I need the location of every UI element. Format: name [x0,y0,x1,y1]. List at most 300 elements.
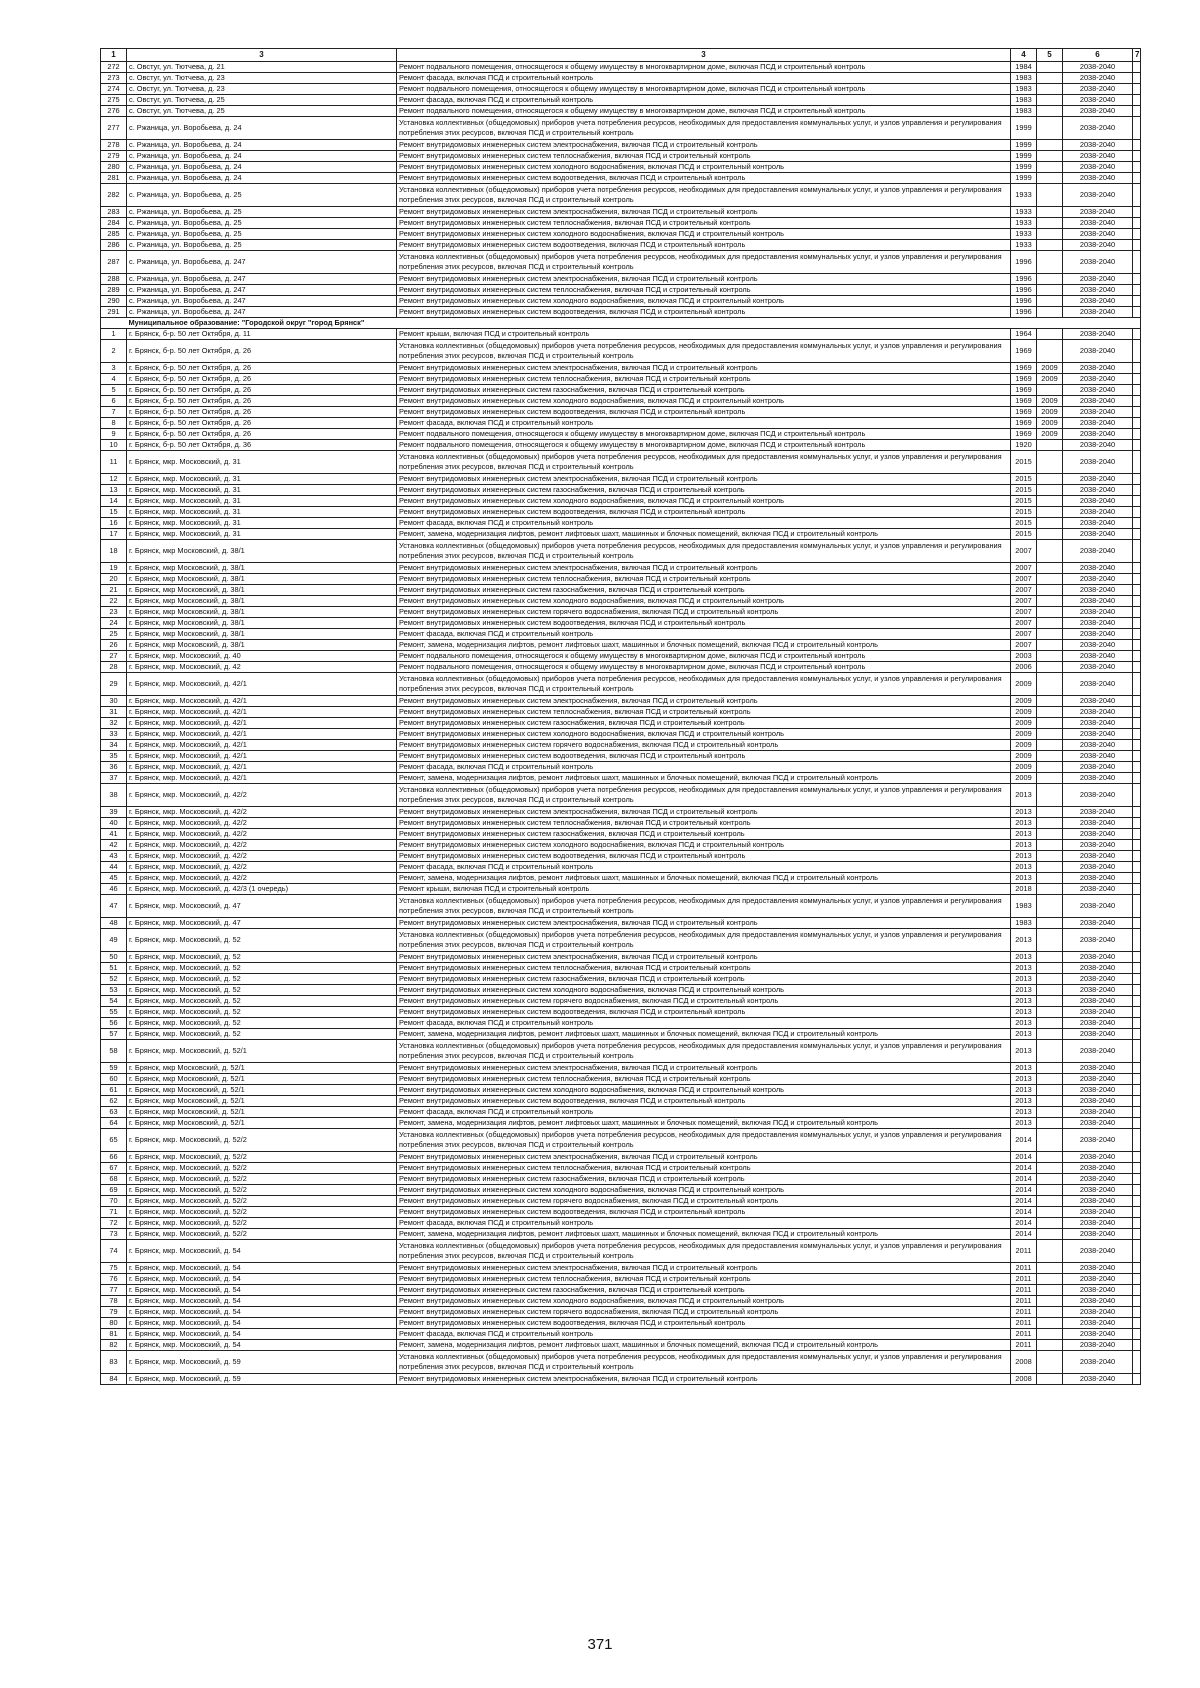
planned-period-cell: 2038-2040 [1063,996,1133,1007]
table-row [101,1040,1141,1063]
year-built-cell: 2007 [1011,540,1037,563]
planned-period-cell: 2038-2040 [1063,829,1133,840]
work-type-cell: Ремонт внутридомовых инженерных систем электроснабжения, включая ПСД и строительный контроль [397,274,1011,285]
blank-cell [1133,396,1141,407]
blank-cell [1133,640,1141,651]
year-last-repair-cell [1037,1018,1063,1029]
planned-period-cell: 2038-2040 [1063,95,1133,106]
year-last-repair-cell [1037,540,1063,563]
address-cell: г. Брянск, мкр. Московский, д. 31 [127,529,397,540]
blank-cell [1133,84,1141,95]
table-row [101,1218,1141,1229]
work-type-cell: Ремонт подвального помещения, относящегося к общему имуществу в многоквартирном доме, включая ПСД и строительный контроль [397,440,1011,451]
planned-period-cell: 2038-2040 [1063,985,1133,996]
table-row [101,784,1141,807]
blank-cell [1133,1085,1141,1096]
work-type-cell: Установка коллективных (общедомовых) приборов учета потребления ресурсов, необходимых для предоставления коммунальных услуг, и узлов управления и регулирования потребления этих ресурсов, включая ПСД и строительный контроль [397,451,1011,474]
planned-period-cell: 2038-2040 [1063,707,1133,718]
table-row [101,1018,1141,1029]
address-cell: г. Брянск, мкр. Московский, д. 42/2 [127,873,397,884]
work-type-cell: Ремонт внутридомовых инженерных систем электроснабжения, включая ПСД и строительный контроль [397,1374,1011,1385]
work-type-cell: Ремонт внутридомовых инженерных систем водоотведения, включая ПСД и строительный контроль [397,1207,1011,1218]
work-type-cell: Установка коллективных (общедомовых) приборов учета потребления ресурсов, необходимых для предоставления коммунальных услуг, и узлов управления и регулирования потребления этих ресурсов, включая ПСД и строительный контроль [397,895,1011,918]
planned-period-cell: 2038-2040 [1063,1285,1133,1296]
blank-cell [1133,1263,1141,1274]
year-built-cell: 1999 [1011,151,1037,162]
blank-cell [1133,1329,1141,1340]
year-built-cell: 2007 [1011,585,1037,596]
year-last-repair-cell [1037,62,1063,73]
planned-period-cell: 2038-2040 [1063,374,1133,385]
address-cell: г. Брянск, мкр. Московский, д. 42/1 [127,740,397,751]
planned-period-cell: 2038-2040 [1063,762,1133,773]
year-built-cell: 2015 [1011,529,1037,540]
row-number: 56 [101,1018,127,1029]
blank-cell [1133,884,1141,895]
blank-cell [1133,1185,1141,1196]
work-type-cell: Установка коллективных (общедомовых) приборов учета потребления ресурсов, необходимых для предоставления коммунальных услуг, и узлов управления и регулирования потребления этих ресурсов, включая ПСД и строительный контроль [397,1351,1011,1374]
address-cell: г. Брянск, мкр. Московский, д. 59 [127,1351,397,1374]
blank-cell [1133,95,1141,106]
planned-period-cell: 2038-2040 [1063,151,1133,162]
table-row [101,618,1141,629]
planned-period-cell: 2038-2040 [1063,1118,1133,1129]
year-last-repair-cell [1037,618,1063,629]
blank-cell [1133,162,1141,173]
work-type-cell: Ремонт, замена, модернизация лифтов, ремонт лифтовых шахт, машинных и блочных помещений, включая ПСД и строительный контроль [397,1029,1011,1040]
year-built-cell: 2007 [1011,596,1037,607]
address-cell: г. Брянск, мкр. Московский, д. 52/2 [127,1207,397,1218]
table-row [101,1307,1141,1318]
work-type-cell: Ремонт, замена, модернизация лифтов, ремонт лифтовых шахт, машинных и блочных помещений, включая ПСД и строительный контроль [397,1340,1011,1351]
address-cell: г. Брянск, мкр Московский, д. 52/1 [127,1085,397,1096]
planned-period-cell: 2038-2040 [1063,162,1133,173]
blank-cell [1133,929,1141,952]
year-last-repair-cell [1037,773,1063,784]
address-cell: г. Брянск, б-р. 50 лет Октября, д. 26 [127,340,397,363]
address-cell: г. Брянск, мкр. Московский, д. 42/2 [127,807,397,818]
year-built-cell: 1969 [1011,385,1037,396]
blank-cell [1133,574,1141,585]
blank-cell [1133,851,1141,862]
table-row [101,1296,1141,1307]
blank-cell [1133,540,1141,563]
row-number: 275 [101,95,127,106]
blank-cell [1133,862,1141,873]
blank-cell [1133,1307,1141,1318]
work-type-cell: Ремонт внутридомовых инженерных систем горячего водоснабжения, включая ПСД и строительный контроль [397,996,1011,1007]
table-row [101,340,1141,363]
year-built-cell: 2009 [1011,718,1037,729]
year-last-repair-cell [1037,963,1063,974]
row-number: 273 [101,73,127,84]
address-cell: г. Брянск, мкр. Московский, д. 52 [127,1007,397,1018]
year-last-repair-cell [1037,707,1063,718]
address-cell: г. Брянск, мкр. Московский, д. 52/2 [127,1152,397,1163]
work-type-cell: Ремонт внутридомовых инженерных систем водоотведения, включая ПСД и строительный контроль [397,240,1011,251]
year-built-cell: 2014 [1011,1196,1037,1207]
address-cell: г. Брянск, мкр. Московский, д. 31 [127,451,397,474]
work-type-cell: Ремонт внутридомовых инженерных систем холодного водоснабжения, включая ПСД и строительный контроль [397,396,1011,407]
table-row [101,474,1141,485]
address-cell: г. Брянск, мкр. Московский, д. 40 [127,651,397,662]
year-built-cell: 2014 [1011,1129,1037,1152]
work-type-cell: Ремонт внутридомовых инженерных систем водоотведения, включая ПСД и строительный контроль [397,407,1011,418]
header-cell: 6 [1063,49,1133,62]
table-row [101,429,1141,440]
blank-cell [1133,62,1141,73]
row-number: 38 [101,784,127,807]
planned-period-cell: 2038-2040 [1063,607,1133,618]
year-built-cell: 2011 [1011,1307,1037,1318]
blank-cell [1133,1196,1141,1207]
year-last-repair-cell [1037,1229,1063,1240]
year-last-repair-cell [1037,240,1063,251]
address-cell: г. Брянск, мкр. Московский, д. 52 [127,1029,397,1040]
year-last-repair-cell [1037,1351,1063,1374]
row-number: 8 [101,418,127,429]
table-row [101,1340,1141,1351]
row-number: 35 [101,751,127,762]
blank-cell [1133,440,1141,451]
planned-period-cell: 2038-2040 [1063,1374,1133,1385]
row-number: 59 [101,1063,127,1074]
table-row [101,963,1141,974]
blank-cell [1133,1018,1141,1029]
blank-cell [1133,707,1141,718]
blank-cell [1133,73,1141,84]
address-cell: г. Брянск, мкр Московский, д. 38/1 [127,607,397,618]
year-last-repair-cell [1037,718,1063,729]
address-cell: г. Брянск, мкр Московский, д. 38/1 [127,574,397,585]
year-last-repair-cell [1037,518,1063,529]
blank-cell [1133,1340,1141,1351]
address-cell: г. Брянск, мкр. Московский, д. 54 [127,1240,397,1263]
row-number: 282 [101,184,127,207]
year-last-repair-cell [1037,1174,1063,1185]
address-cell: с. Ржаница, ул. Воробьева, д. 24 [127,162,397,173]
year-last-repair-cell [1037,818,1063,829]
planned-period-cell: 2038-2040 [1063,718,1133,729]
table-row [101,1263,1141,1274]
address-cell: г. Брянск, мкр. Московский, д. 52 [127,963,397,974]
row-number: 53 [101,985,127,996]
work-type-cell: Ремонт фасада, включая ПСД и строительный контроль [397,518,1011,529]
address-cell: с. Ржаница, ул. Воробьева, д. 24 [127,151,397,162]
planned-period-cell: 2038-2040 [1063,529,1133,540]
row-number: 75 [101,1263,127,1274]
planned-period-cell: 2038-2040 [1063,1196,1133,1207]
work-type-cell: Установка коллективных (общедомовых) приборов учета потребления ресурсов, необходимых для предоставления коммунальных услуг, и узлов управления и регулирования потребления этих ресурсов, включая ПСД и строительный контроль [397,784,1011,807]
row-number: 82 [101,1340,127,1351]
address-cell: г. Брянск, мкр. Московский, д. 54 [127,1329,397,1340]
year-built-cell: 2013 [1011,1118,1037,1129]
planned-period-cell: 2038-2040 [1063,84,1133,95]
row-number: 29 [101,673,127,696]
planned-period-cell: 2038-2040 [1063,407,1133,418]
table-row [101,607,1141,618]
address-cell: г. Брянск, мкр. Московский, д. 42/2 [127,840,397,851]
row-number: 54 [101,996,127,1007]
row-number: 46 [101,884,127,895]
year-built-cell: 2008 [1011,1374,1037,1385]
year-built-cell: 2011 [1011,1263,1037,1274]
year-last-repair-cell [1037,307,1063,318]
table-row [101,1118,1141,1129]
planned-period-cell: 2038-2040 [1063,1207,1133,1218]
table-row [101,529,1141,540]
year-last-repair-cell [1037,1240,1063,1263]
planned-period-cell: 2038-2040 [1063,1085,1133,1096]
year-last-repair-cell [1037,173,1063,184]
planned-period-cell: 2038-2040 [1063,1263,1133,1274]
table-row [101,1129,1141,1152]
address-cell: г. Брянск, мкр. Московский, д. 42/2 [127,829,397,840]
address-cell: г. Брянск, мкр Московский, д. 52/1 [127,1074,397,1085]
address-cell: г. Брянск, мкр Московский, д. 52/1 [127,1107,397,1118]
table-row [101,895,1141,918]
row-number: 281 [101,173,127,184]
address-cell: г. Брянск, мкр. Московский, д. 42/2 [127,818,397,829]
row-number: 30 [101,696,127,707]
year-last-repair-cell [1037,218,1063,229]
table-row [101,507,1141,518]
work-type-cell: Ремонт, замена, модернизация лифтов, ремонт лифтовых шахт, машинных и блочных помещений, включая ПСД и строительный контроль [397,640,1011,651]
row-number: 55 [101,1007,127,1018]
row-number: 70 [101,1196,127,1207]
blank-cell [1133,173,1141,184]
planned-period-cell: 2038-2040 [1063,1307,1133,1318]
year-built-cell: 2013 [1011,784,1037,807]
blank-cell [1133,1229,1141,1240]
blank-cell [1133,529,1141,540]
blank-cell [1133,1040,1141,1063]
row-number: 67 [101,1163,127,1174]
work-type-cell: Ремонт внутридомовых инженерных систем газоснабжения, включая ПСД и строительный контроль [397,974,1011,985]
address-cell: г. Брянск, мкр Московский, д. 38/1 [127,596,397,607]
work-type-cell: Ремонт, замена, модернизация лифтов, ремонт лифтовых шахт, машинных и блочных помещений, включая ПСД и строительный контроль [397,873,1011,884]
year-built-cell: 1933 [1011,207,1037,218]
row-number: 289 [101,285,127,296]
table-row [101,1163,1141,1174]
row-number: 84 [101,1374,127,1385]
table-row [101,640,1141,651]
table-row [101,385,1141,396]
work-type-cell: Ремонт внутридомовых инженерных систем горячего водоснабжения, включая ПСД и строительный контроль [397,1196,1011,1207]
table-row [101,274,1141,285]
year-last-repair-cell: 2009 [1037,418,1063,429]
year-built-cell: 1969 [1011,396,1037,407]
planned-period-cell: 2038-2040 [1063,296,1133,307]
year-built-cell: 1983 [1011,73,1037,84]
row-number: 279 [101,151,127,162]
table-row [101,1229,1141,1240]
work-type-cell: Ремонт внутридомовых инженерных систем водоотведения, включая ПСД и строительный контроль [397,307,1011,318]
table-row [101,1351,1141,1374]
blank-cell [1133,117,1141,140]
section-spacer [1133,318,1141,329]
year-built-cell: 2014 [1011,1152,1037,1163]
blank-cell [1133,952,1141,963]
year-last-repair-cell: 2009 [1037,429,1063,440]
address-cell: г. Брянск, мкр. Московский, д. 52 [127,974,397,985]
blank-cell [1133,740,1141,751]
year-built-cell: 1999 [1011,173,1037,184]
year-last-repair-cell [1037,1040,1063,1063]
address-cell: г. Брянск, мкр. Московский, д. 42/1 [127,696,397,707]
address-cell: с. Овстуг, ул. Тютчева, д. 25 [127,106,397,117]
blank-cell [1133,218,1141,229]
table-row [101,451,1141,474]
table-row [101,140,1141,151]
blank-cell [1133,607,1141,618]
table-row [101,996,1141,1007]
planned-period-cell: 2038-2040 [1063,106,1133,117]
year-built-cell: 1933 [1011,184,1037,207]
planned-period-cell: 2038-2040 [1063,1340,1133,1351]
table-row [101,1174,1141,1185]
year-last-repair-cell [1037,662,1063,673]
address-cell: с. Овстуг, ул. Тютчева, д. 21 [127,62,397,73]
row-number: 280 [101,162,127,173]
row-number: 80 [101,1318,127,1329]
year-last-repair-cell [1037,296,1063,307]
row-number: 68 [101,1174,127,1185]
year-last-repair-cell [1037,1185,1063,1196]
planned-period-cell: 2038-2040 [1063,1163,1133,1174]
row-number: 32 [101,718,127,729]
work-type-cell: Ремонт внутридомовых инженерных систем газоснабжения, включая ПСД и строительный контроль [397,1174,1011,1185]
year-last-repair-cell [1037,840,1063,851]
year-built-cell: 2009 [1011,673,1037,696]
year-built-cell: 2013 [1011,862,1037,873]
year-built-cell: 2013 [1011,1040,1037,1063]
blank-cell [1133,773,1141,784]
address-cell: с. Ржаница, ул. Воробьева, д. 247 [127,296,397,307]
year-last-repair-cell [1037,162,1063,173]
table-row [101,84,1141,95]
year-last-repair-cell [1037,1074,1063,1085]
work-type-cell: Ремонт внутридомовых инженерных систем газоснабжения, включая ПСД и строительный контроль [397,829,1011,840]
table-row [101,1329,1141,1340]
work-type-cell: Ремонт внутридомовых инженерных систем теплоснабжения, включая ПСД и строительный контроль [397,285,1011,296]
blank-cell [1133,1318,1141,1329]
table-row [101,952,1141,963]
year-built-cell: 2014 [1011,1229,1037,1240]
year-last-repair-cell [1037,140,1063,151]
row-number: 60 [101,1074,127,1085]
year-built-cell: 2015 [1011,518,1037,529]
table-row [101,1207,1141,1218]
planned-period-cell: 2038-2040 [1063,740,1133,751]
year-last-repair-cell [1037,207,1063,218]
row-number: 77 [101,1285,127,1296]
year-last-repair-cell [1037,1285,1063,1296]
table-row [101,651,1141,662]
row-number: 4 [101,374,127,385]
planned-period-cell: 2038-2040 [1063,1063,1133,1074]
year-built-cell: 2013 [1011,1096,1037,1107]
planned-period-cell: 2038-2040 [1063,73,1133,84]
planned-period-cell: 2038-2040 [1063,1229,1133,1240]
planned-period-cell: 2038-2040 [1063,1007,1133,1018]
blank-cell [1133,1285,1141,1296]
work-type-cell: Установка коллективных (общедомовых) приборов учета потребления ресурсов, необходимых для предоставления коммунальных услуг, и узлов управления и регулирования потребления этих ресурсов, включая ПСД и строительный контроль [397,1240,1011,1263]
planned-period-cell: 2038-2040 [1063,651,1133,662]
address-cell: с. Ржаница, ул. Воробьева, д. 25 [127,184,397,207]
year-last-repair-cell [1037,651,1063,662]
row-number: 69 [101,1185,127,1196]
year-built-cell: 1920 [1011,440,1037,451]
table-row [101,374,1141,385]
table-row [101,1318,1141,1329]
year-built-cell: 2013 [1011,952,1037,963]
table-row [101,1240,1141,1263]
row-number: 48 [101,918,127,929]
table-row [101,1285,1141,1296]
table-row [101,1196,1141,1207]
table-row [101,673,1141,696]
table-row [101,974,1141,985]
year-built-cell: 2011 [1011,1285,1037,1296]
header-cell: 3 [397,49,1011,62]
table-row [101,840,1141,851]
row-number: 7 [101,407,127,418]
row-number: 1 [101,329,127,340]
planned-period-cell: 2038-2040 [1063,751,1133,762]
work-type-cell: Установка коллективных (общедомовых) приборов учета потребления ресурсов, необходимых для предоставления коммунальных услуг, и узлов управления и регулирования потребления этих ресурсов, включая ПСД и строительный контроль [397,1040,1011,1063]
table-row [101,662,1141,673]
year-built-cell: 2015 [1011,451,1037,474]
table-row [101,240,1141,251]
work-type-cell: Ремонт фасада, включая ПСД и строительный контроль [397,629,1011,640]
table-row [101,363,1141,374]
planned-period-cell: 2038-2040 [1063,773,1133,784]
section-heading-row [101,318,1141,329]
address-cell: г. Брянск, б-р. 50 лет Октября, д. 36 [127,440,397,451]
address-cell: г. Брянск, мкр. Московский, д. 52/2 [127,1196,397,1207]
work-type-cell: Ремонт фасада, включая ПСД и строительный контроль [397,762,1011,773]
planned-period-cell: 2038-2040 [1063,862,1133,873]
year-built-cell: 1999 [1011,140,1037,151]
address-cell: г. Брянск, мкр Московский, д. 52/1 [127,1118,397,1129]
planned-period-cell: 2038-2040 [1063,1129,1133,1152]
planned-period-cell: 2038-2040 [1063,696,1133,707]
document-sheet [100,48,1140,1385]
address-cell: с. Ржаница, ул. Воробьева, д. 25 [127,207,397,218]
year-last-repair-cell [1037,985,1063,996]
year-last-repair-cell [1037,151,1063,162]
year-last-repair-cell [1037,117,1063,140]
address-cell: г. Брянск, мкр. Московский, д. 42/2 [127,784,397,807]
year-built-cell: 2015 [1011,496,1037,507]
work-type-cell: Ремонт внутридомовых инженерных систем водоотведения, включая ПСД и строительный контроль [397,1096,1011,1107]
row-number: 286 [101,240,127,251]
work-type-cell: Ремонт внутридомовых инженерных систем холодного водоснабжения, включая ПСД и строительный контроль [397,229,1011,240]
row-number: 12 [101,474,127,485]
year-built-cell: 2013 [1011,840,1037,851]
table-row [101,884,1141,895]
repair-schedule-table [100,48,1141,1385]
address-cell: г. Брянск, мкр Московский, д. 38/1 [127,618,397,629]
work-type-cell: Ремонт внутридомовых инженерных систем водоотведения, включая ПСД и строительный контроль [397,618,1011,629]
work-type-cell: Ремонт подвального помещения, относящегося к общему имуществу в многоквартирном доме, включая ПСД и строительный контроль [397,84,1011,95]
year-last-repair-cell [1037,1329,1063,1340]
year-built-cell: 2007 [1011,563,1037,574]
work-type-cell: Ремонт внутридомовых инженерных систем водоотведения, включая ПСД и строительный контроль [397,173,1011,184]
address-cell: г. Брянск, мкр. Московский, д. 52 [127,952,397,963]
table-row [101,485,1141,496]
